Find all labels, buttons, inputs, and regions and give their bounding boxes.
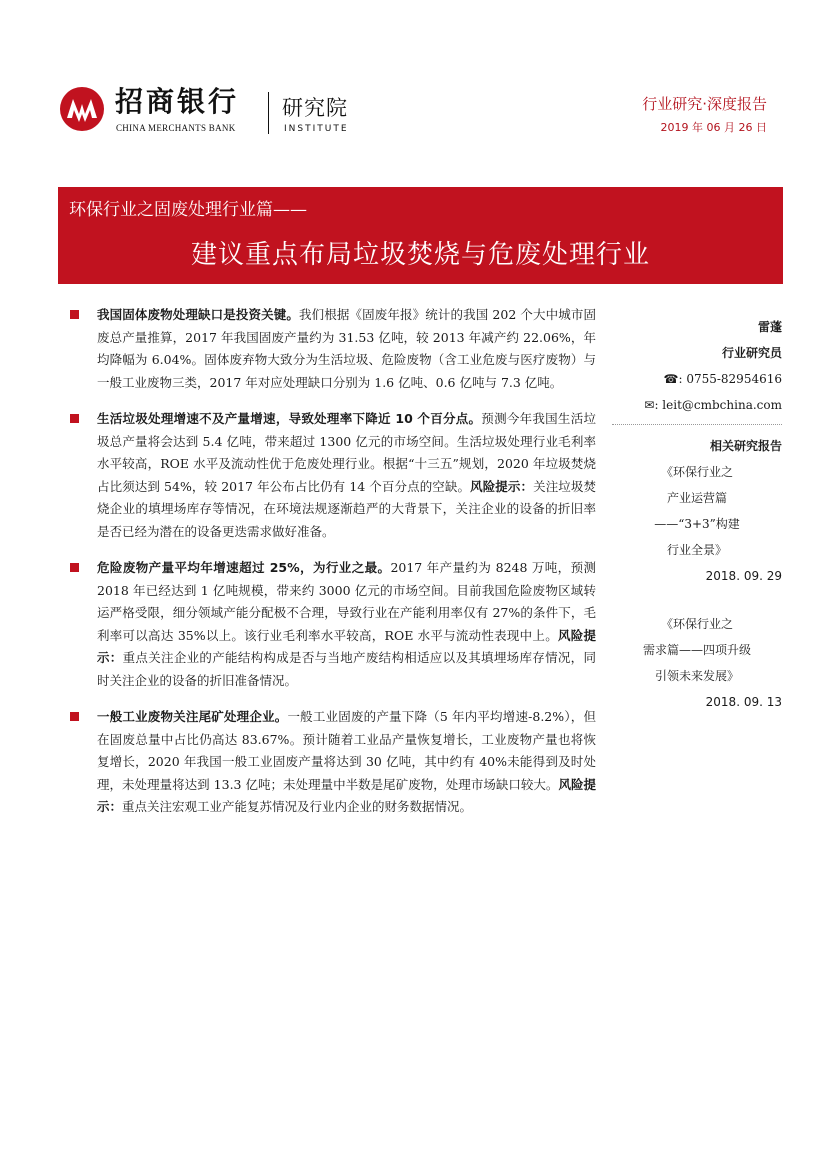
paragraph-body: 一般工业固废的产量下降（5 年内平均增速-8.2%），但在固废总量中占比仍高达 83.67%。预计随着工业品产量恢复增长，工业废物产量也将恢复增长，2020 年我国一般工业固废产量将达到 30 亿吨，其中约有 40%未能得到及时处理，未处理量将达到 13.3 亿吨；未处理量中半数是尾矿废物，处理市场缺口较大。 [97,709,596,792]
author-name: 雷蓬 [757,320,782,334]
logo-divider [268,92,269,134]
risk-label: 风险提示： [470,478,534,494]
related-report[interactable] [612,459,782,589]
report-title: 建议重点布局垃圾焚烧与危废处理行业 [190,240,650,270]
square-bullet-icon [70,310,79,319]
paragraph-lead: 危险废物产量平均年增速超过 25%，为行业之最。 [97,560,391,575]
title-banner [58,187,783,284]
related-report-date: 2018. 09. 13 [705,695,782,709]
report-date: 2019 年 06 月 26 日 [660,121,767,134]
square-bullet-icon [70,563,79,572]
related-report[interactable] [612,611,782,715]
risk-body: 重点关注企业的产能结构构成是否与当地产废结构相适应以及其填埋场库存情况，同时关注企业的设备的折旧准备情况。 [97,650,596,688]
report-type: 行业研究·深度报告 [642,95,767,113]
summary-paragraph [66,408,596,543]
related-report-title-line: 《环保行业之 [660,465,733,479]
square-bullet-icon [70,414,79,423]
paragraph-lead: 生活垃圾处理增速不及产量增速，导致处理率下降近 10 个百分点。 [97,411,482,426]
author-email[interactable]: ✉: leit@cmbchina.com [644,398,782,412]
page-header [0,0,827,180]
institute-name-cn: 研究院 [282,96,348,120]
bank-name-cn: 招商银行 [115,85,240,118]
report-subtitle: 环保行业之固废处理行业篇—— [69,200,307,220]
paragraph-body: 预测今年我国生活垃圾总产量将会达到 5.4 亿吨，带来超过 1300 亿元的市场空间。生活垃圾处理行业毛利率水平较高，ROE 水平及流动性优于危废处理行业。根据“十三五”规划，2020 年垃圾焚烧占比须达到 54%，较 2017 年公布占比仍有 14 个百分点的空缺。 [97,411,596,494]
square-bullet-icon [70,712,79,721]
related-report-date: 2018. 09. 29 [705,569,782,583]
related-report-title-line: 产业运营篇 [666,491,727,505]
related-report-title-line: 需求篇——四项升级 [642,643,751,657]
related-report-title-line: 引领未来发展》 [654,669,739,683]
risk-label: 风险提示： [97,627,596,665]
sidebar-divider [612,424,782,425]
risk-label: 风险提示： [97,776,596,814]
summary-paragraph [66,706,596,819]
paragraph-body: 2017 年产量约为 8248 万吨，预测 2018 年已经达到 1 亿吨规模，带来约 3000 亿元的市场空间。目前我国危险废物区域转运严格受限，细分领域产能分配极不合理，导致行业在产能利用率仅有 27%的条件下，毛利率可以高达 35%以上。该行业毛利率水平较高，ROE 水平与流动性表现中上。 [97,560,596,643]
author-title: 行业研究员 [721,346,782,360]
spacer [612,589,782,611]
sidebar [612,314,782,715]
related-report-title-line: ——“3+3”构建 [654,517,740,531]
summary-paragraph [66,304,596,394]
bank-name-en: CHINA MERCHANTS BANK [116,123,236,133]
summary-paragraph [66,557,596,692]
related-report-title-line: 《环保行业之 [660,617,733,631]
summary-section [66,304,596,833]
paragraph-lead: 一般工业废物关注尾矿处理企业。 [97,709,288,724]
risk-body: 关注垃圾焚烧企业的填埋场库存等情况，在环境法规逐渐趋严的大背景下，关注企业的设备的折旧率是否已经为潜在的设备更迭需求做好准备。 [97,478,596,539]
paragraph-body: 我们根据《固废年报》统计的我国 202 个大中城市固废总产量推算，2017 年我国固废产量约为 31.53 亿吨，较 2013 年减产约 22.06%，年均降幅为 6.04%。固体废弃物大致分为生活垃圾、危险废物（含工业危废与医疗废物）与一般工业废物三类，2017 年对应处理缺口分别为 1.6 亿吨、0.6 亿吨与 7.3 亿吨。 [97,307,596,390]
related-report-title-line: 行业全景》 [666,543,727,557]
cmb-logo-icon [59,86,105,132]
risk-body: 重点关注宏观工业产能复苏情况及行业内企业的财务数据情况。 [122,799,473,814]
paragraph-lead: 我国固体废物处理缺口是投资关键。 [97,307,299,322]
related-reports-heading: 相关研究报告 [709,439,782,453]
author-phone: ☎: 0755-82954616 [663,372,782,386]
institute-name-en: INSTITUTE [284,124,349,134]
